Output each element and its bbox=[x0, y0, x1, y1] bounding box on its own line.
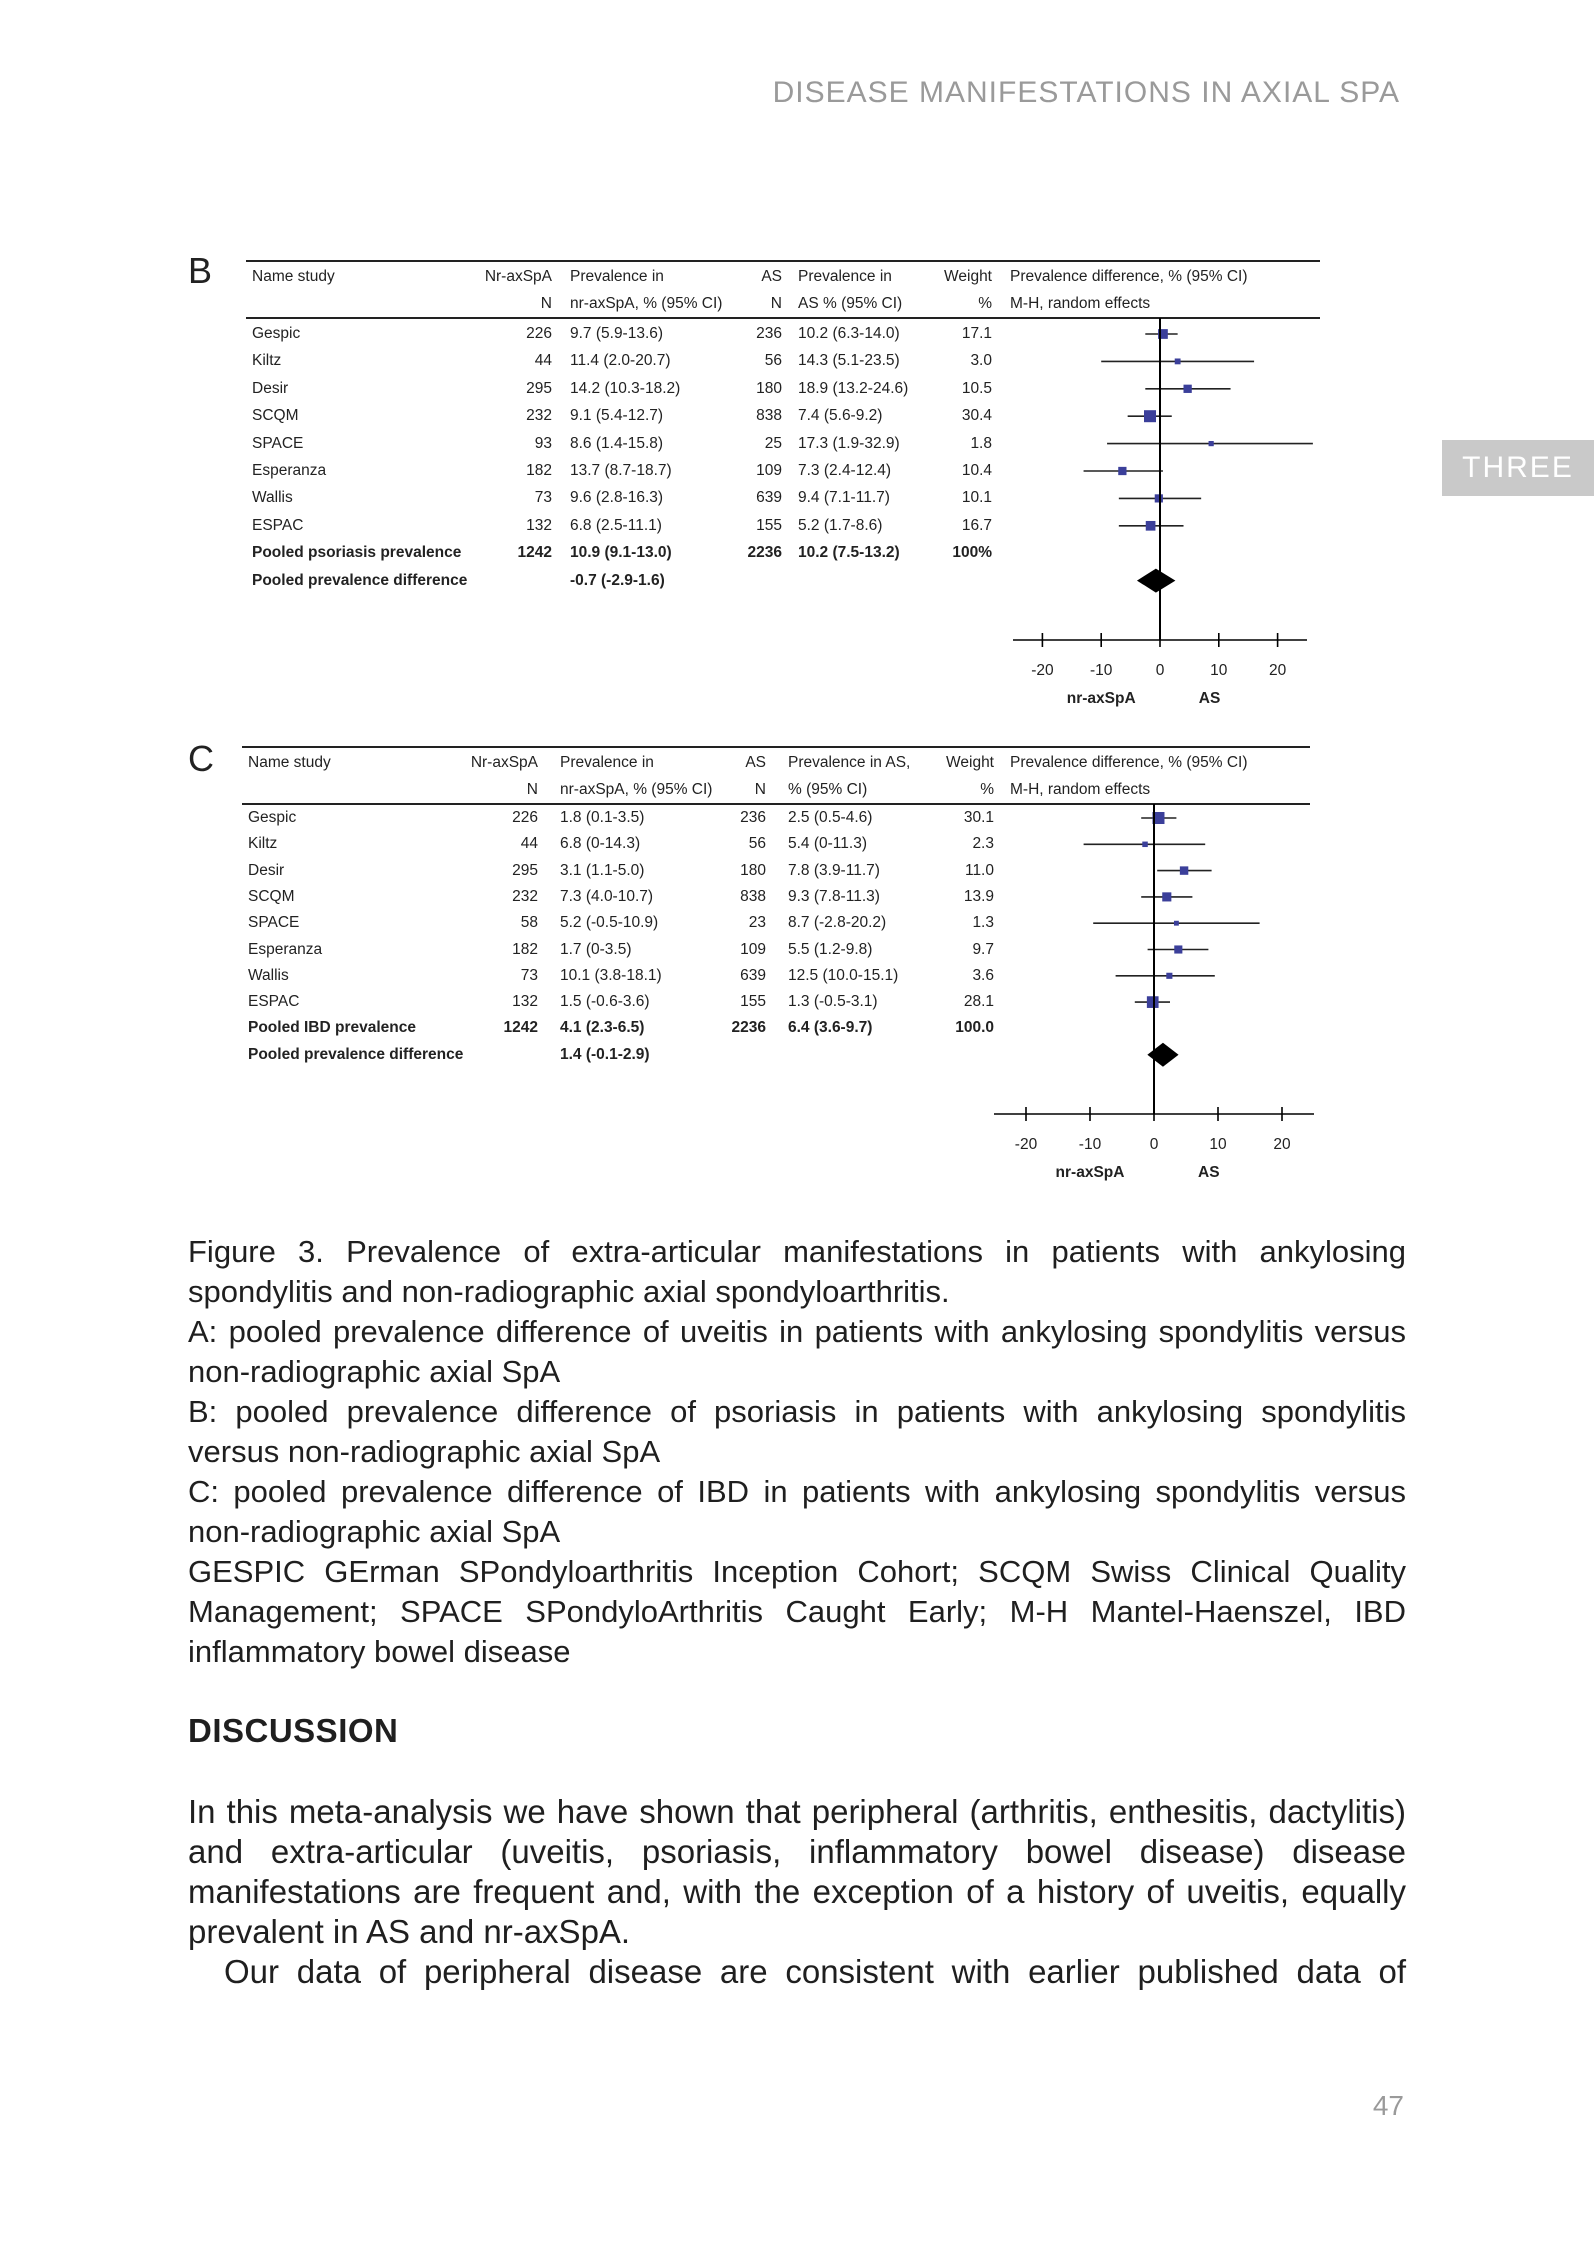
nr-axspa-prevalence: 11.4 (2.0-20.7) bbox=[570, 352, 671, 370]
x-tick-label: -20 bbox=[1031, 662, 1054, 679]
study-weight: 30.4 bbox=[961, 407, 992, 425]
nr-axspa-prevalence: 10.1 (3.8-18.1) bbox=[560, 966, 662, 984]
panel-label-c: C bbox=[188, 738, 214, 779]
header-prevalence-as: Prevalence in AS, bbox=[788, 754, 911, 771]
panel-label-b: B bbox=[188, 250, 213, 291]
study-name: Kiltz bbox=[252, 352, 282, 370]
study-weight: 2.3 bbox=[972, 835, 994, 853]
favours-as-label: AS bbox=[1198, 1164, 1220, 1181]
header-prevalence-as-ci: AS % (95% CI) bbox=[798, 295, 903, 312]
study-name: SPACE bbox=[248, 914, 300, 932]
header-effect-method: M-H, random effects bbox=[1010, 295, 1151, 312]
nr-axspa-n: 226 bbox=[526, 325, 552, 342]
study-weight: 10.4 bbox=[961, 462, 992, 479]
caption-abbreviations: GESPIC GErman SPondyloarthritis Inception Cohort; SCQM Swiss Clinical Quality Management; SPACE SPondyloArthritis Caught Early; M-H Mantel-Haenszel, IBD inflammatory bowel disease bbox=[188, 1554, 1406, 1669]
as-n: 109 bbox=[756, 462, 782, 479]
header-weight-unit: % bbox=[980, 781, 994, 798]
pooled-weight: 100% bbox=[952, 544, 992, 562]
study-name: Gespic bbox=[248, 809, 297, 826]
study-name: SPACE bbox=[252, 434, 304, 452]
point-estimate-marker bbox=[1155, 494, 1163, 502]
nr-axspa-n: 73 bbox=[520, 966, 538, 984]
caption-panel-c: C: pooled prevalence difference of IBD in patients with ankylosing spondylitis versus non-radiographic axial SpA bbox=[188, 1474, 1406, 1549]
nr-axspa-prevalence: 1.7 (0-3.5) bbox=[560, 940, 632, 958]
page-number: 47 bbox=[1372, 2090, 1404, 2121]
x-tick-label: -20 bbox=[1014, 1136, 1038, 1153]
point-estimate-marker bbox=[1144, 410, 1156, 422]
pooled-as-n: 2236 bbox=[731, 1019, 766, 1037]
nr-axspa-n: 232 bbox=[512, 887, 538, 905]
pooled-prevalence-label: Pooled psoriasis prevalence bbox=[252, 544, 462, 562]
discussion-paragraph: Our data of peripheral disease are consistent with earlier published data of bbox=[224, 1953, 1406, 1990]
as-n: 25 bbox=[764, 434, 782, 452]
header-weight-unit: % bbox=[978, 295, 992, 312]
header-weight: Weight bbox=[946, 754, 994, 771]
pooled-difference-label: Pooled prevalence difference bbox=[252, 571, 468, 589]
nr-axspa-prevalence: 9.6 (2.8-16.3) bbox=[570, 489, 664, 507]
favours-nr-axspa-label: nr-axSpA bbox=[1055, 1164, 1125, 1181]
header-prevalence-as: Prevalence in bbox=[798, 268, 892, 285]
pooled-difference-label: Pooled prevalence difference bbox=[248, 1045, 464, 1063]
as-prevalence: 9.4 (7.1-11.7) bbox=[798, 489, 890, 507]
as-prevalence: 5.5 (1.2-9.8) bbox=[788, 940, 873, 958]
x-tick-label: 10 bbox=[1210, 662, 1228, 679]
as-prevalence: 5.4 (0-11.3) bbox=[788, 835, 867, 853]
as-prevalence: 8.7 (-2.8-20.2) bbox=[788, 914, 887, 932]
study-name: Desir bbox=[252, 379, 289, 397]
as-n: 56 bbox=[748, 835, 766, 853]
caption-panel-b: B: pooled prevalence difference of psoriasis in patients with ankylosing spondylitis versus non-radiographic axial SpA bbox=[188, 1394, 1406, 1469]
study-name: Esperanza bbox=[252, 462, 327, 479]
forest-plot-psoriasis bbox=[246, 260, 1320, 710]
nr-axspa-n: 295 bbox=[512, 861, 538, 879]
x-tick-label: 0 bbox=[1149, 1136, 1159, 1153]
as-prevalence: 7.3 (2.4-12.4) bbox=[798, 462, 892, 479]
pooled-nr-axspa-n: 1242 bbox=[503, 1019, 538, 1037]
header-n: N bbox=[540, 295, 552, 312]
as-prevalence: 2.5 (0.5-4.6) bbox=[788, 809, 873, 826]
pooled-as-prevalence: 6.4 (3.6-9.7) bbox=[788, 1019, 873, 1037]
pooled-nr-axspa-prevalence: 10.9 (9.1-13.0) bbox=[570, 544, 672, 562]
study-name: SCQM bbox=[248, 887, 295, 905]
as-n: 180 bbox=[740, 861, 766, 879]
header-effect-method: M-H, random effects bbox=[1010, 781, 1151, 798]
pooled-prevalence-label: Pooled IBD prevalence bbox=[248, 1019, 416, 1037]
discussion-heading: DISCUSSION bbox=[188, 1712, 399, 1749]
nr-axspa-n: 132 bbox=[526, 516, 552, 534]
nr-axspa-n: 44 bbox=[520, 835, 538, 853]
as-prevalence: 5.2 (1.7-8.6) bbox=[798, 516, 883, 534]
study-name: ESPAC bbox=[252, 516, 304, 534]
x-tick-label: 10 bbox=[1209, 1136, 1227, 1153]
nr-axspa-prevalence: 1.8 (0.1-3.5) bbox=[560, 809, 645, 826]
as-n: 109 bbox=[740, 940, 766, 958]
point-estimate-marker bbox=[1174, 945, 1182, 953]
as-n: 155 bbox=[740, 993, 766, 1011]
x-tick-label: 20 bbox=[1268, 662, 1287, 679]
study-weight: 9.7 bbox=[972, 940, 994, 958]
nr-axspa-prevalence: 14.2 (10.3-18.2) bbox=[570, 379, 681, 397]
pooled-nr-axspa-n: 1242 bbox=[517, 544, 552, 562]
pooled-weight: 100.0 bbox=[955, 1019, 994, 1037]
header-as-n: N bbox=[770, 295, 782, 312]
study-weight: 28.1 bbox=[963, 993, 994, 1011]
point-estimate-marker bbox=[1180, 866, 1188, 874]
nr-axspa-prevalence: 1.5 (-0.6-3.6) bbox=[560, 993, 650, 1011]
study-weight: 10.1 bbox=[961, 489, 992, 507]
nr-axspa-prevalence: 13.7 (8.7-18.7) bbox=[570, 462, 672, 479]
study-weight: 1.3 bbox=[972, 914, 994, 932]
as-prevalence: 1.3 (-0.5-3.1) bbox=[788, 993, 878, 1011]
discussion-paragraph: In this meta-analysis we have shown that peripheral (arthritis, enthesitis, dactylitis) and extra-articular (uveitis, psoriasis, inflammatory bowel disease) disease manifestations are frequent and, with the exception of a history of uveitis, equally prevalent in AS and nr-axSpA. bbox=[188, 1793, 1406, 1950]
study-weight: 13.9 bbox=[963, 887, 994, 905]
study-name: Kiltz bbox=[248, 835, 278, 853]
header-as: AS bbox=[761, 268, 782, 285]
header-prevalence-nr: Prevalence in bbox=[570, 268, 664, 285]
study-name: Wallis bbox=[248, 966, 289, 984]
nr-axspa-n: 73 bbox=[534, 489, 552, 507]
forest-plot-graphic bbox=[242, 746, 1310, 1186]
header-prevalence-nr: Prevalence in bbox=[560, 754, 654, 771]
point-estimate-marker bbox=[1209, 441, 1214, 446]
point-estimate-marker bbox=[1175, 358, 1181, 364]
x-tick-label: -10 bbox=[1078, 1136, 1102, 1153]
as-n: 639 bbox=[740, 966, 766, 984]
header-prevalence-difference: Prevalence difference, % (95% CI) bbox=[1010, 268, 1248, 285]
forest-plot-graphic bbox=[246, 260, 1320, 710]
as-n: 56 bbox=[764, 352, 782, 370]
header-prevalence-difference: Prevalence difference, % (95% CI) bbox=[1010, 754, 1248, 771]
nr-axspa-prevalence: 6.8 (0-14.3) bbox=[560, 835, 641, 853]
study-weight: 11.0 bbox=[964, 861, 994, 879]
point-estimate-marker bbox=[1146, 521, 1156, 531]
point-estimate-marker bbox=[1142, 842, 1147, 847]
pooled-difference-diamond bbox=[1137, 569, 1175, 593]
nr-axspa-prevalence: 9.1 (5.4-12.7) bbox=[570, 407, 664, 425]
header-name-study: Name study bbox=[248, 754, 331, 771]
header-weight: Weight bbox=[944, 268, 992, 285]
as-n: 180 bbox=[756, 379, 782, 397]
nr-axspa-n: 295 bbox=[526, 379, 552, 397]
study-name: Esperanza bbox=[248, 940, 323, 958]
point-estimate-marker bbox=[1174, 921, 1179, 926]
header-nr-axspa: Nr-axSpA bbox=[470, 754, 538, 771]
study-weight: 16.7 bbox=[961, 516, 992, 534]
nr-axspa-n: 44 bbox=[534, 352, 552, 370]
pooled-nr-axspa-prevalence: 4.1 (2.3-6.5) bbox=[560, 1019, 645, 1037]
as-prevalence: 9.3 (7.8-11.3) bbox=[788, 887, 880, 905]
study-weight: 3.0 bbox=[970, 352, 992, 370]
point-estimate-marker bbox=[1162, 892, 1171, 901]
nr-axspa-prevalence: 8.6 (1.4-15.8) bbox=[570, 434, 664, 452]
as-prevalence: 7.8 (3.9-11.7) bbox=[788, 861, 880, 879]
x-tick-label: 20 bbox=[1273, 1136, 1291, 1153]
study-name: Desir bbox=[248, 861, 285, 879]
as-n: 838 bbox=[740, 887, 766, 905]
nr-axspa-prevalence: 9.7 (5.9-13.6) bbox=[570, 325, 664, 342]
study-name: Gespic bbox=[252, 325, 301, 342]
point-estimate-marker bbox=[1118, 467, 1126, 475]
as-prevalence: 7.4 (5.6-9.2) bbox=[798, 407, 883, 425]
point-estimate-marker bbox=[1147, 996, 1159, 1008]
study-weight: 30.1 bbox=[963, 809, 994, 826]
as-n: 236 bbox=[740, 809, 766, 826]
as-n: 639 bbox=[756, 489, 782, 507]
study-name: SCQM bbox=[252, 407, 299, 425]
as-n: 838 bbox=[756, 407, 782, 425]
nr-axspa-n: 182 bbox=[512, 940, 538, 958]
study-weight: 1.8 bbox=[970, 434, 992, 452]
nr-axspa-n: 182 bbox=[526, 462, 552, 479]
favours-nr-axspa-label: nr-axSpA bbox=[1066, 690, 1136, 707]
study-name: ESPAC bbox=[248, 993, 300, 1011]
header-as: AS bbox=[745, 754, 766, 771]
pooled-difference-diamond bbox=[1147, 1043, 1178, 1067]
header-as-n: N bbox=[754, 781, 766, 798]
as-n: 155 bbox=[756, 516, 782, 534]
running-head: DISEASE MANIFESTATIONS IN AXIAL SPA bbox=[772, 76, 1400, 109]
chapter-tab: THREE bbox=[1442, 440, 1594, 496]
as-prevalence: 12.5 (10.0-15.1) bbox=[788, 966, 899, 984]
header-name-study: Name study bbox=[252, 268, 335, 285]
nr-axspa-prevalence: 3.1 (1.1-5.0) bbox=[560, 861, 645, 879]
caption-title: Figure 3. Prevalence of extra-articular manifestations in patients with ankylosing spondylitis and non-radiographic axial spondyloarthritis. bbox=[188, 1234, 1406, 1309]
point-estimate-marker bbox=[1166, 973, 1172, 979]
header-prevalence-as-ci: % (95% CI) bbox=[788, 781, 868, 798]
nr-axspa-n: 232 bbox=[526, 407, 552, 425]
nr-axspa-n: 58 bbox=[520, 914, 538, 932]
as-prevalence: 10.2 (6.3-14.0) bbox=[798, 325, 900, 342]
pooled-as-n: 2236 bbox=[747, 544, 782, 562]
nr-axspa-n: 132 bbox=[512, 993, 538, 1011]
header-prevalence-nr-ci: nr-axSpA, % (95% CI) bbox=[560, 781, 713, 798]
favours-as-label: AS bbox=[1198, 690, 1221, 707]
nr-axspa-prevalence: 6.8 (2.5-11.1) bbox=[570, 516, 662, 534]
caption-panel-a: A: pooled prevalence difference of uveitis in patients with ankylosing spondylitis versus non-radiographic axial SpA bbox=[188, 1314, 1406, 1389]
pooled-difference-value: 1.4 (-0.1-2.9) bbox=[560, 1045, 650, 1063]
pooled-difference-value: -0.7 (-2.9-1.6) bbox=[570, 571, 665, 589]
discussion-body bbox=[188, 1792, 1406, 1992]
x-tick-label: 0 bbox=[1155, 662, 1165, 679]
study-weight: 3.6 bbox=[972, 966, 994, 984]
as-prevalence: 17.3 (1.9-32.9) bbox=[798, 434, 900, 452]
as-prevalence: 14.3 (5.1-23.5) bbox=[798, 352, 900, 370]
header-prevalence-nr-ci: nr-axSpA, % (95% CI) bbox=[570, 295, 723, 312]
study-weight: 10.5 bbox=[961, 379, 992, 397]
study-weight: 17.1 bbox=[961, 325, 992, 342]
as-prevalence: 18.9 (13.2-24.6) bbox=[798, 379, 909, 397]
pooled-as-prevalence: 10.2 (7.5-13.2) bbox=[798, 544, 900, 562]
nr-axspa-prevalence: 7.3 (4.0-10.7) bbox=[560, 887, 654, 905]
header-n: N bbox=[526, 781, 538, 798]
forest-plot-ibd bbox=[242, 746, 1310, 1186]
point-estimate-marker bbox=[1183, 385, 1191, 393]
header-nr-axspa: Nr-axSpA bbox=[484, 268, 552, 285]
nr-axspa-n: 93 bbox=[534, 434, 552, 452]
figure-caption bbox=[188, 1232, 1406, 1672]
as-n: 23 bbox=[748, 914, 766, 932]
study-name: Wallis bbox=[252, 489, 293, 507]
x-tick-label: -10 bbox=[1089, 662, 1113, 679]
nr-axspa-prevalence: 5.2 (-0.5-10.9) bbox=[560, 914, 659, 932]
as-n: 236 bbox=[756, 325, 782, 342]
nr-axspa-n: 226 bbox=[512, 809, 538, 826]
